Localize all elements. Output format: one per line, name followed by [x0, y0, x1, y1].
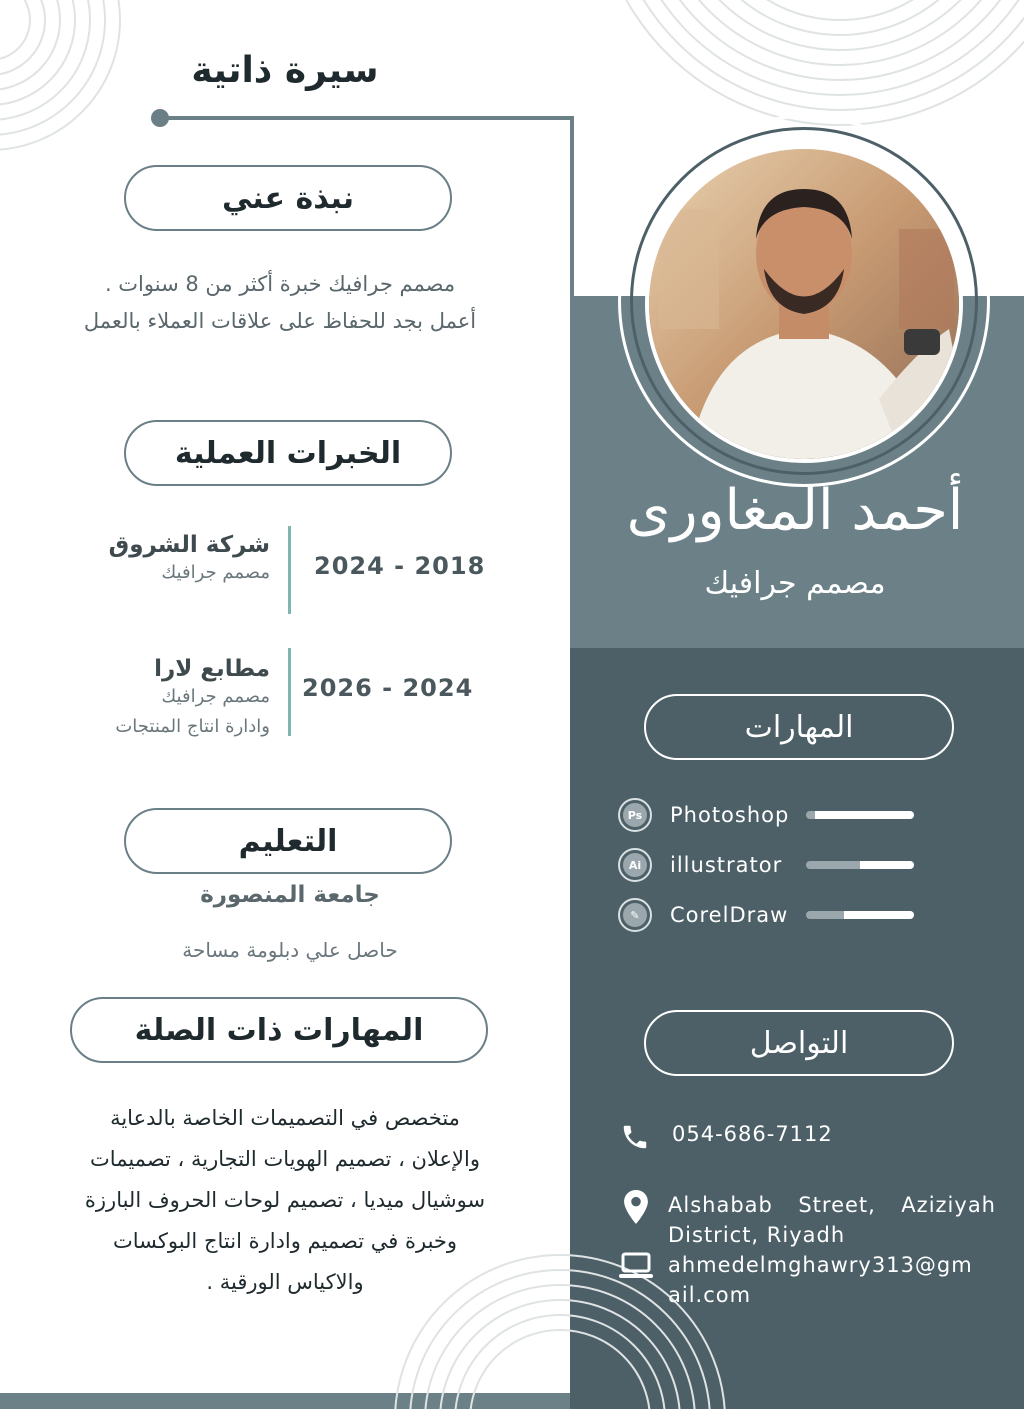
experience-item: [40, 656, 270, 742]
profile-name: أحمد المغاورى: [626, 478, 964, 543]
related-skills-heading: المهارات ذات الصلة: [70, 997, 488, 1063]
skill-bar: [806, 861, 914, 869]
address-line: Alshabab Street, Aziziyah: [668, 1193, 996, 1217]
contact-phone[interactable]: 054-686-7112: [672, 1122, 833, 1146]
related-skills-line: وخبرة في تصميم وادارة انتاج البوكسات: [112, 1229, 458, 1253]
skill-row-coreldraw: [618, 898, 914, 932]
skill-name: CorelDraw: [670, 903, 789, 927]
skill-bar-fill: [860, 861, 914, 869]
contact-email[interactable]: [668, 1250, 973, 1310]
illustrator-icon: Ai: [618, 848, 652, 882]
profile-job-title: مصمم جرافيك: [704, 566, 886, 601]
pen-nib-icon: ✎: [618, 898, 652, 932]
bottom-bar: [0, 1393, 570, 1409]
page-title: سيرة ذاتية: [191, 50, 379, 91]
about-heading: نبذة عني: [124, 165, 452, 231]
education-degree: حاصل علي دبلومة مساحة: [182, 938, 398, 962]
about-line: أعمل بجد للحفاظ على علاقات العملاء بالعمل: [83, 309, 477, 333]
profile-photo: [645, 145, 963, 463]
experience-dates: 2026 - 2024: [302, 674, 474, 702]
person-avatar-icon: [649, 149, 959, 459]
location-pin-icon: [622, 1190, 650, 1224]
education-university: جامعة المنصورة: [200, 882, 380, 908]
laptop-icon: [618, 1252, 654, 1280]
experience-divider: [288, 526, 291, 614]
experience-dates: 2024 - 2018: [314, 552, 486, 580]
skill-bar-fill: [844, 911, 914, 919]
experience-role: مصمم جرافيك: [161, 686, 270, 707]
experience-extra: وادارة انتاج المنتجات: [115, 716, 270, 737]
skill-row-illustrator: [618, 848, 914, 882]
contact-heading: التواصل: [644, 1010, 954, 1076]
phone-icon: [620, 1122, 650, 1152]
related-skills-text: [40, 1098, 530, 1303]
related-skills-line: متخصص في التصميمات الخاصة بالدعاية: [110, 1106, 460, 1130]
email-line: ahmedelmghawry313@gm: [668, 1253, 973, 1277]
email-line: ail.com: [668, 1283, 752, 1307]
skills-heading: المهارات: [644, 694, 954, 760]
experience-company: مطابع لارا: [154, 656, 270, 682]
experience-heading: الخبرات العملية: [124, 420, 452, 486]
related-skills-line: والاكياس الورقية .: [206, 1270, 364, 1294]
experience-role: مصمم جرافيك: [161, 562, 270, 583]
skill-bar: [806, 911, 914, 919]
skill-name: Photoshop: [670, 803, 790, 827]
address-line: District, Riyadh: [668, 1223, 846, 1247]
skill-row-photoshop: [618, 798, 914, 832]
skill-bar-fill: [815, 811, 914, 819]
experience-company: شركة الشروق: [108, 532, 270, 558]
education-heading: التعليم: [124, 808, 452, 874]
experience-item: [60, 532, 270, 588]
about-text: [30, 266, 530, 340]
photoshop-icon: Ps: [618, 798, 652, 832]
experience-divider: [288, 648, 291, 736]
skill-name: illustrator: [670, 853, 783, 877]
related-skills-line: والإعلان ، تصميم الهويات التجارية ، تصميمات: [90, 1147, 480, 1171]
skill-bar: [806, 811, 914, 819]
contact-address: [668, 1190, 996, 1250]
about-line: مصمم جرافيك خبرة أكثر من 8 سنوات .: [104, 272, 456, 296]
related-skills-line: سوشيال ميديا ، تصميم لوحات الحروف البارزة: [84, 1188, 486, 1212]
